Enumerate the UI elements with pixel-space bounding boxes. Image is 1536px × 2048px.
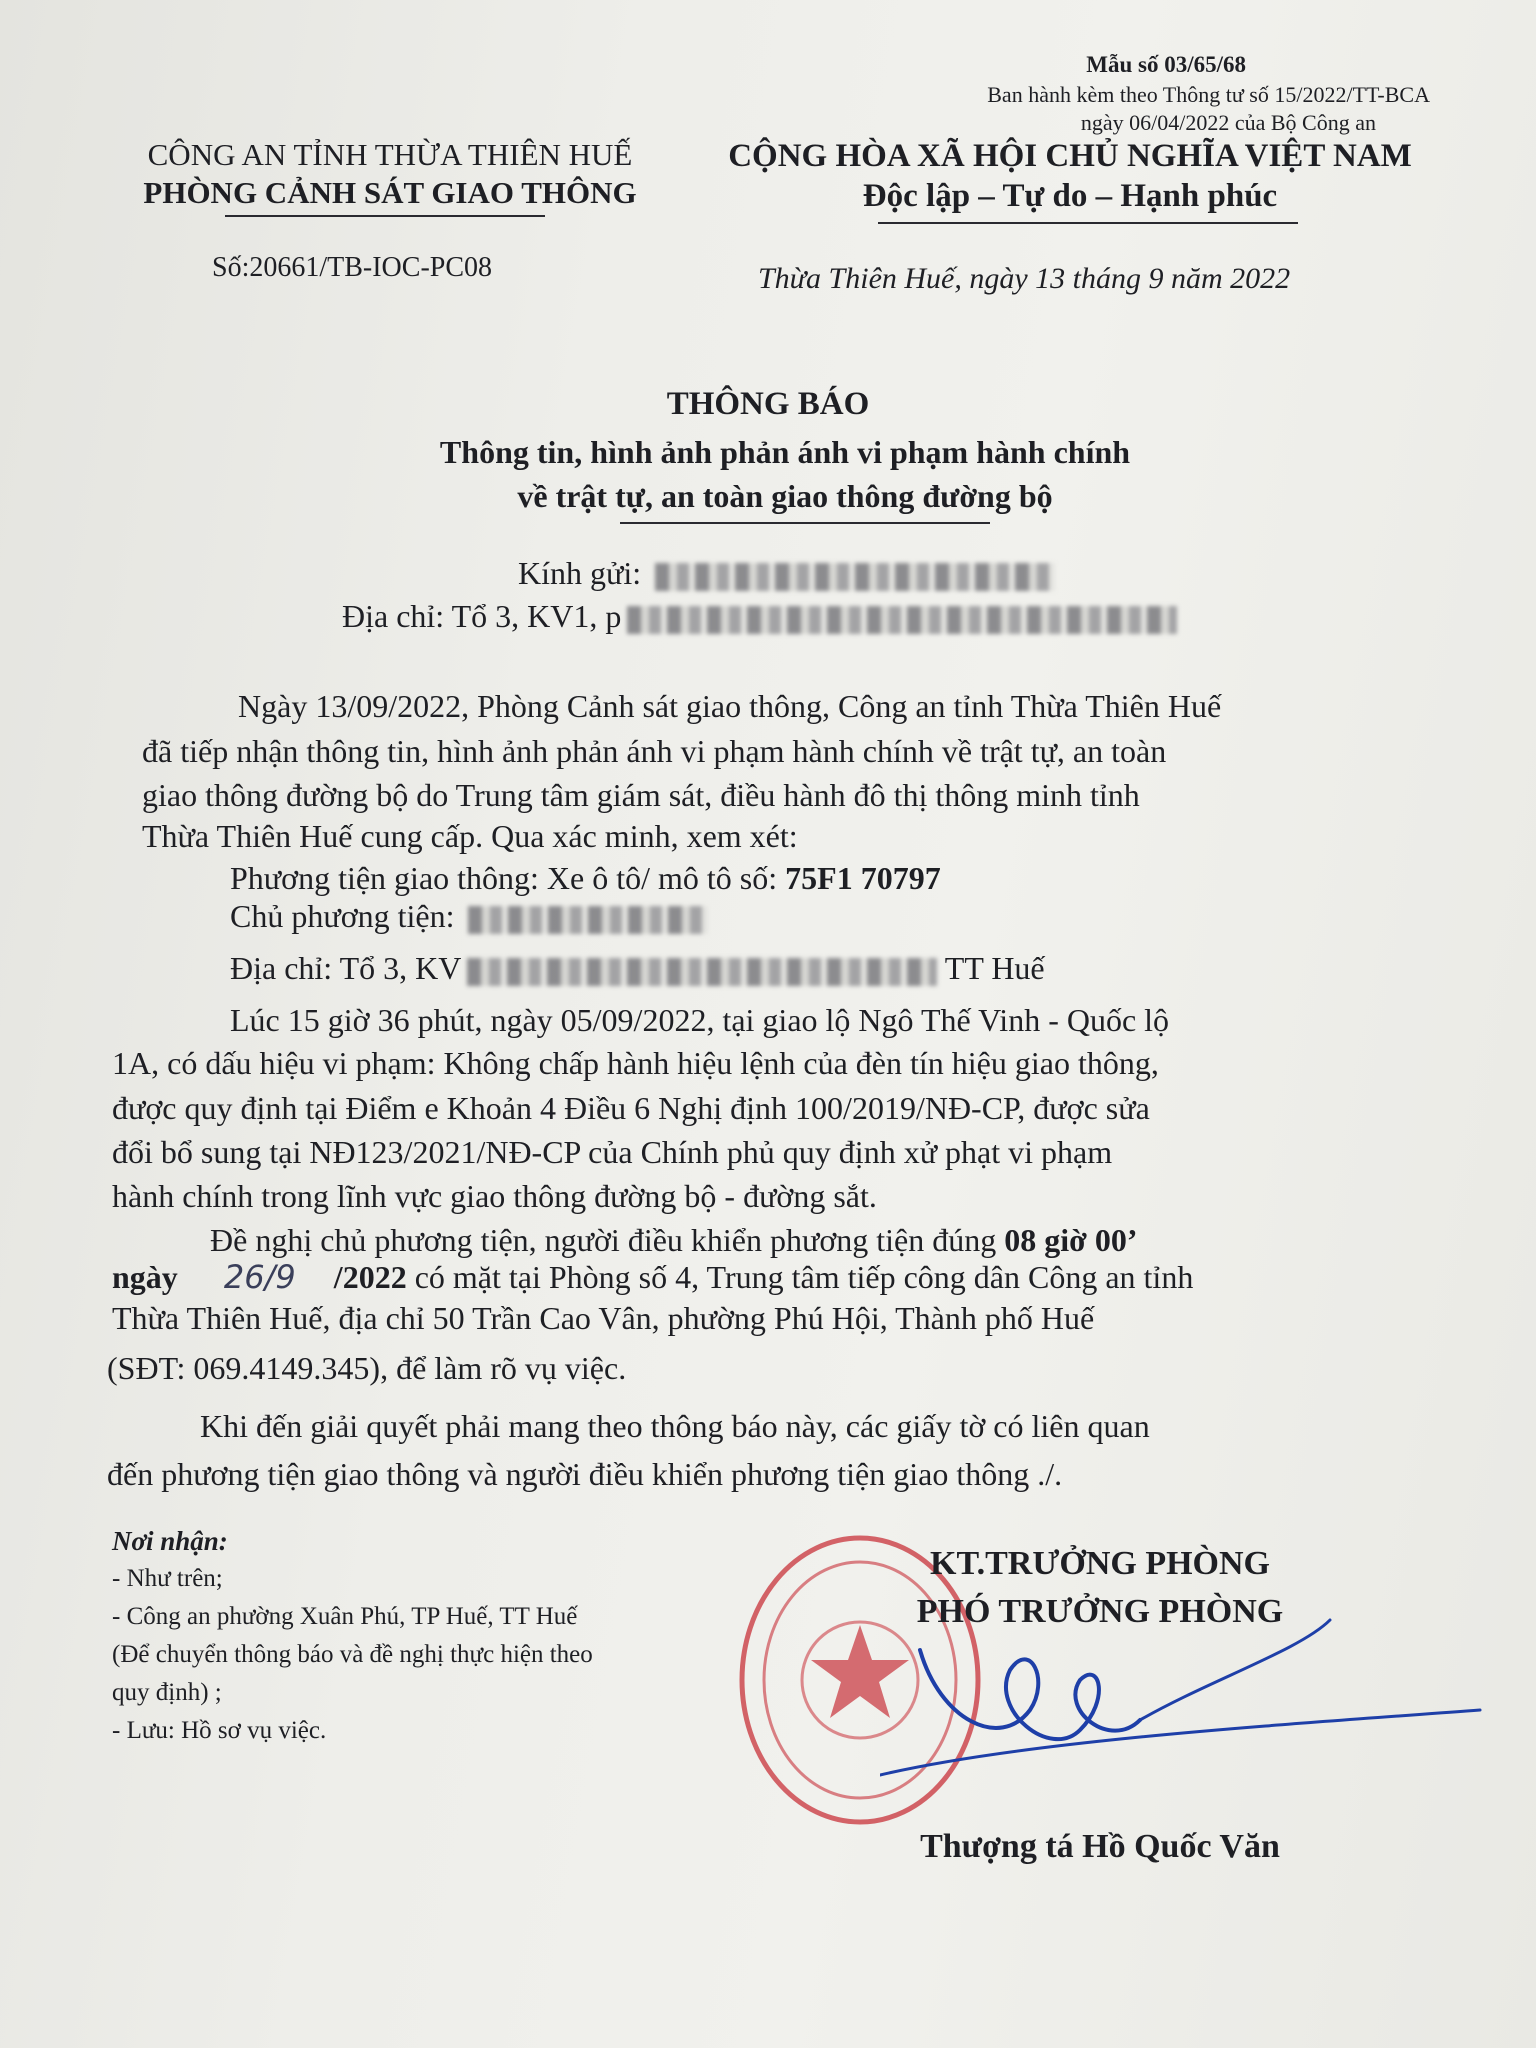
body-text: đã tiếp nhận thông tin, hình ảnh phản ánh vi phạm hành chính về trật tự, an toàn [142, 733, 1167, 769]
subtitle-underline [620, 522, 990, 524]
redacted-owner-address [467, 958, 937, 986]
vehicle-label: Phương tiện giao thông: Xe ô tô/ mô tô số: [230, 860, 778, 896]
owner-line [230, 898, 708, 935]
appointment-time: 08 giờ 00’ [1004, 1222, 1138, 1258]
addressee-line [518, 555, 1055, 592]
addressee-address-partial: p [605, 598, 622, 634]
body-text: Ngày 13/09/2022, Phòng Cảnh sát giao thông, Công an tỉnh Thừa Thiên Huế [238, 688, 1222, 724]
document-number: Số:20661/TB-IOC-PC08 [212, 252, 493, 283]
redacted-owner-name [468, 906, 708, 934]
appointment-year: /2022 [333, 1259, 407, 1295]
addressee-address-label: Địa chỉ: Tổ 3, KV1, [342, 598, 598, 634]
body-text: Thừa Thiên Huế, địa chỉ 50 Trần Cao Vân, phường Phú Hội, Thành phố Huế [112, 1300, 1095, 1336]
signer-name: Thượng tá Hồ Quốc Văn [920, 1828, 1280, 1865]
recipient-item: - Lưu: Hồ sơ vụ việc. [112, 1717, 327, 1744]
addressee-address-line [342, 598, 1177, 635]
document-title: THÔNG BÁO [666, 386, 870, 422]
body-text: được quy định tại Điểm e Khoản 4 Điều 6 Nghị định 100/2019/NĐ-CP, được sửa [112, 1090, 1150, 1126]
summons-line-2 [112, 1258, 1193, 1296]
recipient-item: (Để chuyển thông báo và đề nghị thực hiện theo [112, 1641, 593, 1668]
body-text: đến phương tiện giao thông và người điều khiển phương tiện giao thông ./. [107, 1456, 1063, 1492]
agency-parent: CÔNG AN TỈNH THỪA THIÊN HUẾ [147, 137, 633, 172]
recipients-heading: Nơi nhận: [112, 1526, 228, 1556]
body-text: Đề nghị chủ phương tiện, người điều khiển phương tiện đúng [210, 1222, 997, 1258]
owner-address-line [230, 950, 1045, 987]
issuing-agency [80, 136, 700, 212]
subtitle-line-1: Thông tin, hình ảnh phản ánh vi phạm hành chính [439, 434, 1131, 470]
signer-title-1: KT.TRƯỞNG PHÒNG [930, 1545, 1270, 1582]
national-header [700, 136, 1440, 216]
agency-underline [225, 215, 545, 217]
body-text: Lúc 15 giờ 36 phút, ngày 05/09/2022, tại giao lộ Ngô Thế Vinh - Quốc lộ [230, 1002, 1170, 1038]
body-text: Khi đến giải quyết phải mang theo thông báo này, các giấy tờ có liên quan [200, 1408, 1150, 1444]
nation-name: CỘNG HÒA XÃ HỘI CHỦ NGHĨA VIỆT NAM [728, 138, 1412, 174]
form-reference: Ban hành kèm theo Thông tư số 15/2022/TT-BCA [987, 82, 1430, 107]
form-issue-date: ngày 06/04/2022 của Bộ Công an [1080, 110, 1376, 135]
recipient-item: - Công an phường Xuân Phú, TP Huế, TT Huế [112, 1603, 578, 1630]
body-text: 1A, có dấu hiệu vi phạm: Không chấp hành hiệu lệnh của đèn tín hiệu giao thông, [112, 1045, 1159, 1081]
owner-address-end: TT Huế [944, 950, 1045, 986]
agency-department: PHÒNG CẢNH SÁT GIAO THÔNG [143, 175, 637, 210]
document-subtitle [0, 430, 1536, 518]
summons-line-1 [210, 1222, 1138, 1259]
vehicle-plate: 75F1 70797 [785, 860, 941, 896]
vehicle-line [230, 860, 941, 897]
body-text: đổi bổ sung tại NĐ123/2021/NĐ-CP của Chính phủ quy định xử phạt vi phạm [112, 1134, 1113, 1170]
body-text: có mặt tại Phòng số 4, Trung tâm tiếp công dân Công an tỉnh [414, 1259, 1194, 1295]
form-number: Mẫu số 03/65/68 [1086, 52, 1246, 77]
recipients-block [112, 1522, 732, 1750]
handwritten-date: 26/9 [223, 1258, 296, 1296]
recipient-item: - Như trên; [112, 1565, 223, 1592]
motto-underline [878, 222, 1298, 224]
appointment-day-label: ngày [112, 1259, 178, 1295]
owner-address-label: Địa chỉ: Tổ 3, KV [230, 950, 462, 986]
body-text: giao thông đường bộ do Trung tâm giám sát, điều hành đô thị thông minh tỉnh [142, 777, 1140, 813]
body-text: Thừa Thiên Huế cung cấp. Qua xác minh, xem xét: [142, 818, 798, 854]
signer-title-2: PHÓ TRƯỞNG PHÒNG [916, 1593, 1284, 1630]
national-motto: Độc lập – Tự do – Hạnh phúc [862, 178, 1278, 214]
subtitle-line-2: về trật tự, an toàn giao thông đường bộ [517, 478, 1053, 514]
recipient-item: quy định) ; [112, 1679, 222, 1706]
owner-label: Chủ phương tiện: [230, 898, 455, 934]
redacted-addressee-address [627, 606, 1177, 634]
signature-icon [880, 1600, 1500, 1810]
place-and-date: Thừa Thiên Huế, ngày 13 tháng 9 năm 2022 [758, 262, 1291, 295]
addressee-label: Kính gửi: [518, 555, 642, 591]
body-text: hành chính trong lĩnh vực giao thông đường bộ - đường sắt. [112, 1178, 877, 1214]
body-text: (SĐT: 069.4149.345), để làm rõ vụ việc. [107, 1350, 627, 1386]
redacted-addressee-name [655, 563, 1055, 591]
